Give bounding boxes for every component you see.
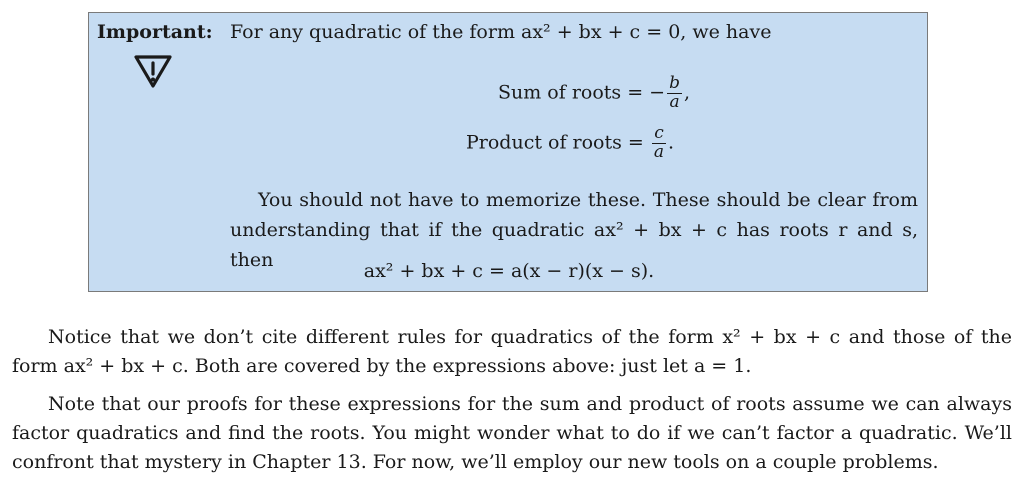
sum-of-roots-formula (498, 75, 690, 112)
factored-form-equation: ax² + bx + c = a(x − r)(x − s). (363, 260, 655, 282)
warning-triangle-icon (133, 53, 173, 89)
memorize-note: You should not have to memorize these. These should be clear from understanding that if the quadratic ax² + bx + c has roots r and s, then (230, 189, 918, 271)
sum-tail: , (683, 81, 691, 104)
product-tail: . (668, 131, 675, 154)
paragraph-notice: Notice that we don’t cite different rules for quadratics of the form x² + bx + c and those of the form ax² + bx + c. Both are covered by the expressions above: just let a = 1. (12, 326, 1012, 377)
sum-numerator: b (669, 73, 680, 93)
product-numerator: c (652, 125, 666, 144)
product-denominator: a (653, 141, 665, 162)
sum-fraction (667, 75, 682, 112)
important-box (88, 12, 928, 292)
product-fraction (652, 125, 666, 162)
important-label: Important: (97, 21, 213, 43)
product-of-roots-formula (466, 125, 674, 162)
sum-lhs: Sum of roots = − (498, 81, 666, 104)
intro-text: For any quadratic of the form ax² + bx + c = 0, we have (230, 21, 772, 43)
paragraph-proofs: Note that our proofs for these expressions for the sum and product of roots assume we can always factor quadratics and find the roots. You might wonder what to do if we can’t factor a quadratic. We’ll confront that mystery in Chapter 13. For now, we’ll employ our new tools on a couple problems. (12, 393, 1012, 473)
product-lhs: Product of roots = (466, 131, 644, 154)
sum-denominator: a (669, 91, 680, 112)
